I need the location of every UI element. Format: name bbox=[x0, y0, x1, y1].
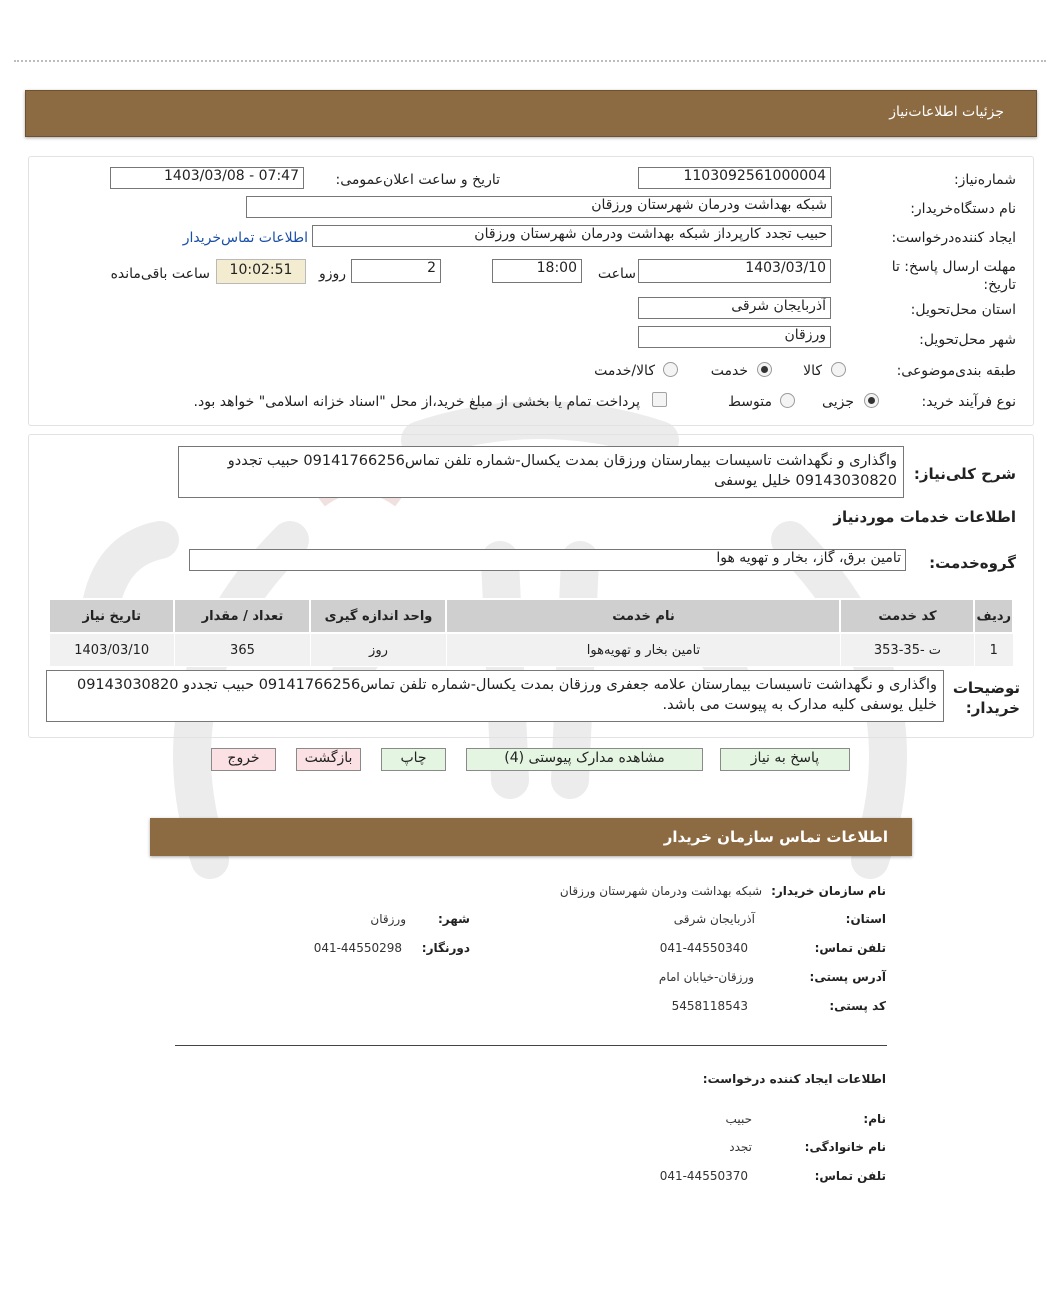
table-row bbox=[49, 633, 1013, 667]
contact-fax-value: 041-44550298 bbox=[313, 941, 402, 955]
back-button[interactable]: بازگشت bbox=[296, 748, 361, 771]
deadline-time-field[interactable]: 18:00 bbox=[492, 259, 582, 283]
process-medium-label: متوسط bbox=[728, 394, 772, 410]
contact-phone-label: تلفن تماس: bbox=[814, 941, 886, 955]
reply-button[interactable]: پاسخ به نیاز bbox=[720, 748, 850, 771]
creator-info-heading: اطلاعات ایجاد کننده درخواست: bbox=[702, 1072, 886, 1086]
province-label: استان محل‌تحویل: bbox=[910, 302, 1016, 318]
creator-last-name-label: نام خانوادگی: bbox=[804, 1140, 886, 1154]
cell-row-number: 1 bbox=[974, 633, 1013, 667]
category-radio-service[interactable] bbox=[757, 362, 772, 377]
need-number-label: شماره‌نیاز: bbox=[953, 172, 1016, 188]
services-table-header bbox=[49, 599, 1013, 633]
summary-label: شرح کلی‌نیاز: bbox=[913, 465, 1016, 483]
services-table bbox=[48, 598, 1014, 667]
treasury-payment-note: پرداخت تمام یا بخشی از مبلغ خرید،از محل "اسناد خزانه اسلامی" خواهد بود. bbox=[193, 394, 640, 410]
creator-last-name-value: تجدد bbox=[729, 1140, 752, 1154]
remaining-label: ساعت باقی‌مانده bbox=[110, 266, 210, 282]
process-radio-medium[interactable] bbox=[780, 393, 795, 408]
buyer-org-field[interactable]: شبکه بهداشت ودرمان شهرستان ورزقان bbox=[246, 196, 832, 218]
remaining-timer: 10:02:51 bbox=[216, 259, 306, 284]
exit-button[interactable]: خروج bbox=[211, 748, 276, 771]
category-goods-label: کالا bbox=[803, 363, 822, 379]
deadline-label: مهلت ارسال پاسخ: تا تاریخ: bbox=[891, 259, 1016, 293]
contact-phone-value: 041-44550340 bbox=[659, 941, 748, 955]
treasury-payment-checkbox[interactable] bbox=[652, 392, 667, 407]
process-minor-label: جزیی bbox=[822, 394, 854, 410]
cell-quantity: 365 bbox=[174, 633, 310, 667]
page-header-bar bbox=[25, 90, 1037, 137]
contact-fax-label: دورنگار: bbox=[421, 941, 470, 955]
creator-field[interactable]: حبیب تجدد کارپرداز شبکه بهداشت ودرمان شهرستان ورزقان bbox=[312, 225, 832, 247]
creator-phone-label: تلفن تماس: bbox=[814, 1169, 886, 1183]
col-row-number: ردیف bbox=[974, 599, 1013, 633]
contact-title: اطلاعات تماس سازمان خریدار bbox=[663, 828, 888, 846]
need-number-field[interactable]: 1103092561000004 bbox=[638, 167, 831, 189]
postal-code-value: 5458118543 bbox=[671, 999, 748, 1013]
address-label: آدرس پستی: bbox=[809, 970, 886, 984]
buyer-contact-link[interactable]: اطلاعات تماس‌خریدار bbox=[182, 230, 308, 246]
top-dotted-divider bbox=[14, 60, 1046, 62]
cell-need-date: 1403/03/10 bbox=[49, 633, 174, 667]
postal-code-label: کد پستی: bbox=[829, 999, 886, 1013]
announce-date-field[interactable]: 1403/03/08 - 07:47 bbox=[110, 167, 304, 189]
city-label: شهر محل‌تحویل: bbox=[919, 332, 1016, 348]
print-button[interactable]: چاپ bbox=[381, 748, 446, 771]
org-name-label: نام سازمان خریدار: bbox=[771, 884, 886, 898]
deadline-date-field[interactable]: 1403/03/10 bbox=[638, 259, 831, 283]
days-field[interactable]: 2 bbox=[351, 259, 441, 283]
cell-service-name: تامین بخار و تهویه‌هوا bbox=[446, 633, 840, 667]
days-label: روزو bbox=[318, 266, 346, 282]
category-radio-goods-service[interactable] bbox=[663, 362, 678, 377]
contact-divider bbox=[175, 1045, 887, 1046]
contact-province-value: آذربایجان شرقی bbox=[673, 912, 755, 926]
attachments-button[interactable]: مشاهده مدارک پیوستی (4) bbox=[466, 748, 703, 771]
cell-service-code: ت -35-353 bbox=[840, 633, 974, 667]
creator-first-name-value: حبیب bbox=[725, 1112, 752, 1126]
cell-unit: روز bbox=[310, 633, 446, 667]
summary-text: واگذاری و نگهداشت تاسیسات بیمارستان ورزقان بمدت یکسال-شماره تلفن تماس09141766256 حبیب تجددو 09143030820 خلیل یوسفی bbox=[178, 446, 904, 498]
org-name-value: شبکه بهداشت ودرمان شهرستان ورزقان bbox=[559, 884, 762, 898]
col-service-name: نام خدمت bbox=[446, 599, 840, 633]
category-radio-goods[interactable] bbox=[831, 362, 846, 377]
contact-city-value: ورزقان bbox=[370, 912, 406, 926]
page-title: جزئیات اطلاعات‌نیاز bbox=[889, 104, 1004, 120]
service-group-label: گروه‌خدمت: bbox=[929, 554, 1016, 572]
creator-first-name-label: نام: bbox=[863, 1112, 886, 1126]
contact-header-bar bbox=[150, 818, 912, 856]
deadline-time-label: ساعت bbox=[597, 266, 636, 282]
province-field[interactable]: آذربایجان شرقی bbox=[638, 297, 831, 319]
col-unit: واحد اندازه گیری bbox=[310, 599, 446, 633]
creator-phone-value: 041-44550370 bbox=[659, 1169, 748, 1183]
category-goods-service-label: کالا/خدمت bbox=[594, 363, 655, 379]
buyer-org-label: نام دستگاه‌خریدار: bbox=[910, 201, 1016, 217]
col-quantity: تعداد / مقدار bbox=[174, 599, 310, 633]
category-label: طبقه بندی‌موضوعی: bbox=[896, 363, 1016, 379]
announce-label: تاریخ و ساعت اعلان‌عمومی: bbox=[335, 172, 500, 188]
col-need-date: تاریخ نیاز bbox=[49, 599, 174, 633]
process-label: نوع فرآیند خرید: bbox=[921, 394, 1016, 410]
contact-city-label: شهر: bbox=[438, 912, 470, 926]
buyer-notes-label: توضیحات خریدار: bbox=[952, 679, 1020, 717]
service-group-field[interactable]: تامین برق، گاز، بخار و تهویه هوا bbox=[189, 549, 906, 571]
buyer-notes-text: واگذاری و نگهداشت تاسیسات بیمارستان علامه جعفری ورزقان بمدت یکسال-شماره تلفن تماس09141766256 حبیب تجددو 09143030820 خلیل یوسفی کلیه مدارک به پیوست می باشد. bbox=[46, 670, 944, 722]
address-value: ورزقان-خیابان امام bbox=[658, 970, 754, 984]
category-service-label: خدمت bbox=[710, 363, 748, 379]
process-radio-minor[interactable] bbox=[864, 393, 879, 408]
col-service-code: کد خدمت bbox=[840, 599, 974, 633]
city-field[interactable]: ورزقان bbox=[638, 326, 831, 348]
services-heading: اطلاعات خدمات موردنیاز bbox=[833, 508, 1016, 526]
contact-province-label: استان: bbox=[845, 912, 886, 926]
creator-label: ایجاد کننده‌درخواست: bbox=[891, 230, 1016, 246]
